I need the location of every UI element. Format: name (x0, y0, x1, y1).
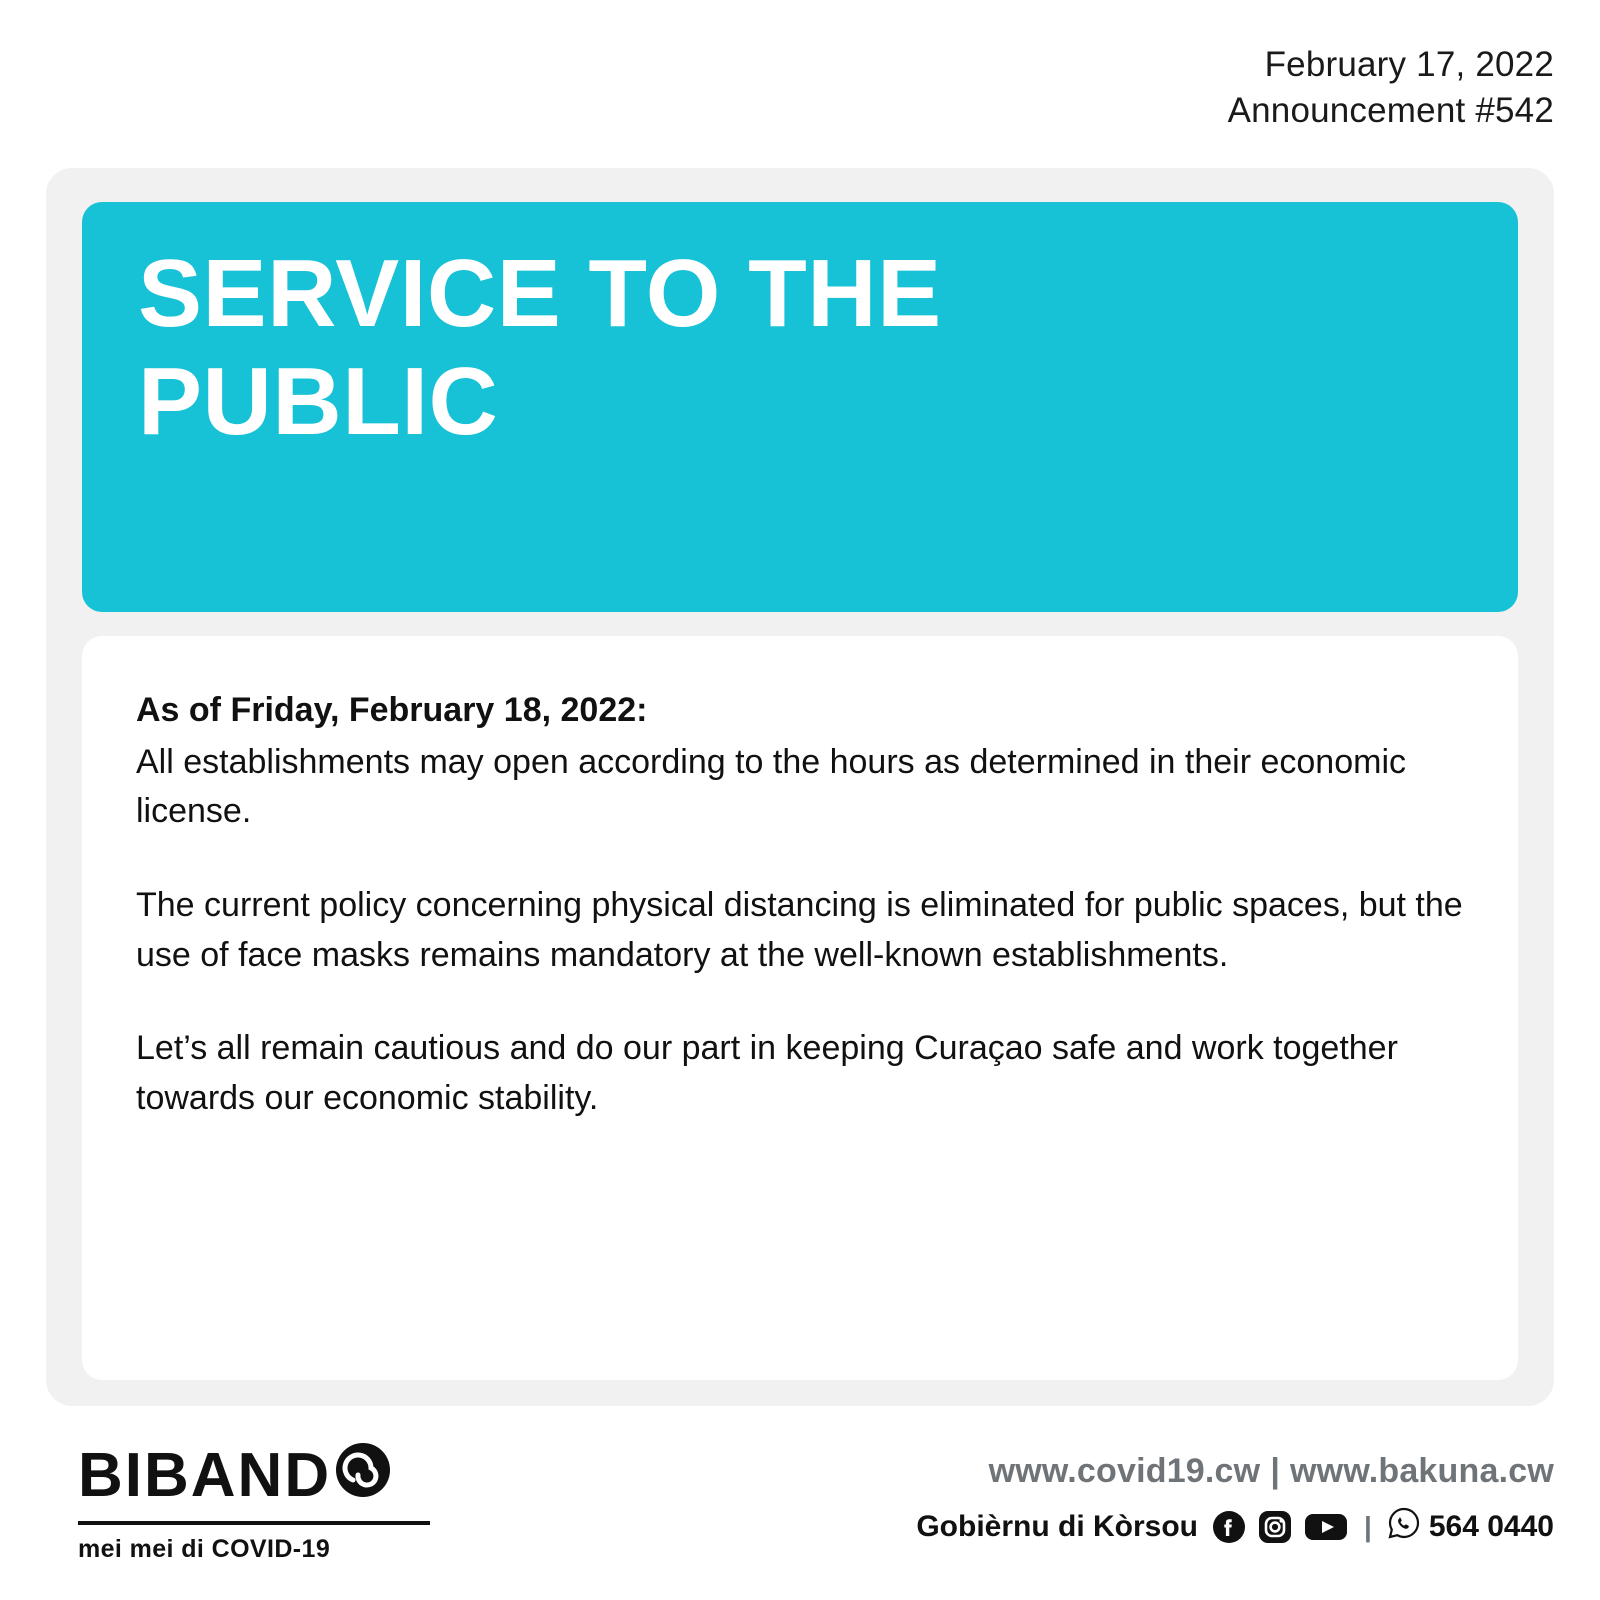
body-paragraph-1: All establishments may open according to the hours as determined in their economic license. (136, 742, 1407, 831)
announcement-body (82, 636, 1518, 1380)
government-name: Gobièrnu di Kòrsou (916, 1510, 1199, 1543)
footer-pipe: | (1364, 1511, 1372, 1542)
logo-word-text: BIBAND (78, 1440, 332, 1510)
phone-number: 564 0440 (1428, 1510, 1554, 1543)
instagram-icon[interactable] (1258, 1510, 1292, 1544)
bibando-swirl-icon (333, 1440, 393, 1511)
logo-wordmark (78, 1440, 478, 1511)
link-covid19[interactable]: www.covid19.cw (988, 1452, 1261, 1490)
header-meta (1228, 42, 1554, 134)
footer (0, 1414, 1600, 1600)
logo-divider (78, 1521, 430, 1525)
paragraph-spacer (136, 980, 1464, 1024)
title-banner (82, 202, 1518, 612)
footer-links (916, 1452, 1554, 1491)
footer-contact (916, 1452, 1554, 1547)
paragraph-spacer (136, 837, 1464, 881)
announcement-card (46, 168, 1554, 1406)
whatsapp-icon (1388, 1507, 1420, 1547)
whatsapp-contact[interactable] (1388, 1507, 1554, 1547)
footer-government-row (916, 1507, 1554, 1547)
link-separator: | (1270, 1452, 1281, 1490)
body-paragraph-2: The current policy concerning physical distancing is eliminated for public spaces, but the use of face masks remains mandatory at the well-known establishments. (136, 885, 1463, 974)
announcement-number: Announcement #542 (1227, 91, 1554, 131)
announcement-date: February 17, 2022 (1264, 45, 1554, 84)
social-icons (1212, 1510, 1348, 1544)
page-title: SERVICE TO THE PUBLIC (138, 240, 942, 455)
body-lead: As of Friday, February 18, 2022: (136, 691, 648, 729)
facebook-icon[interactable] (1212, 1510, 1246, 1544)
logo-tagline: mei mei di COVID-19 (78, 1535, 331, 1563)
body-paragraph-3: Let’s all remain cautious and do our part in keeping Curaçao safe and work together towards our economic stability. (136, 1029, 1398, 1117)
youtube-icon[interactable] (1304, 1510, 1348, 1544)
link-bakuna[interactable]: www.bakuna.cw (1290, 1452, 1554, 1490)
bibando-logo (78, 1440, 478, 1564)
